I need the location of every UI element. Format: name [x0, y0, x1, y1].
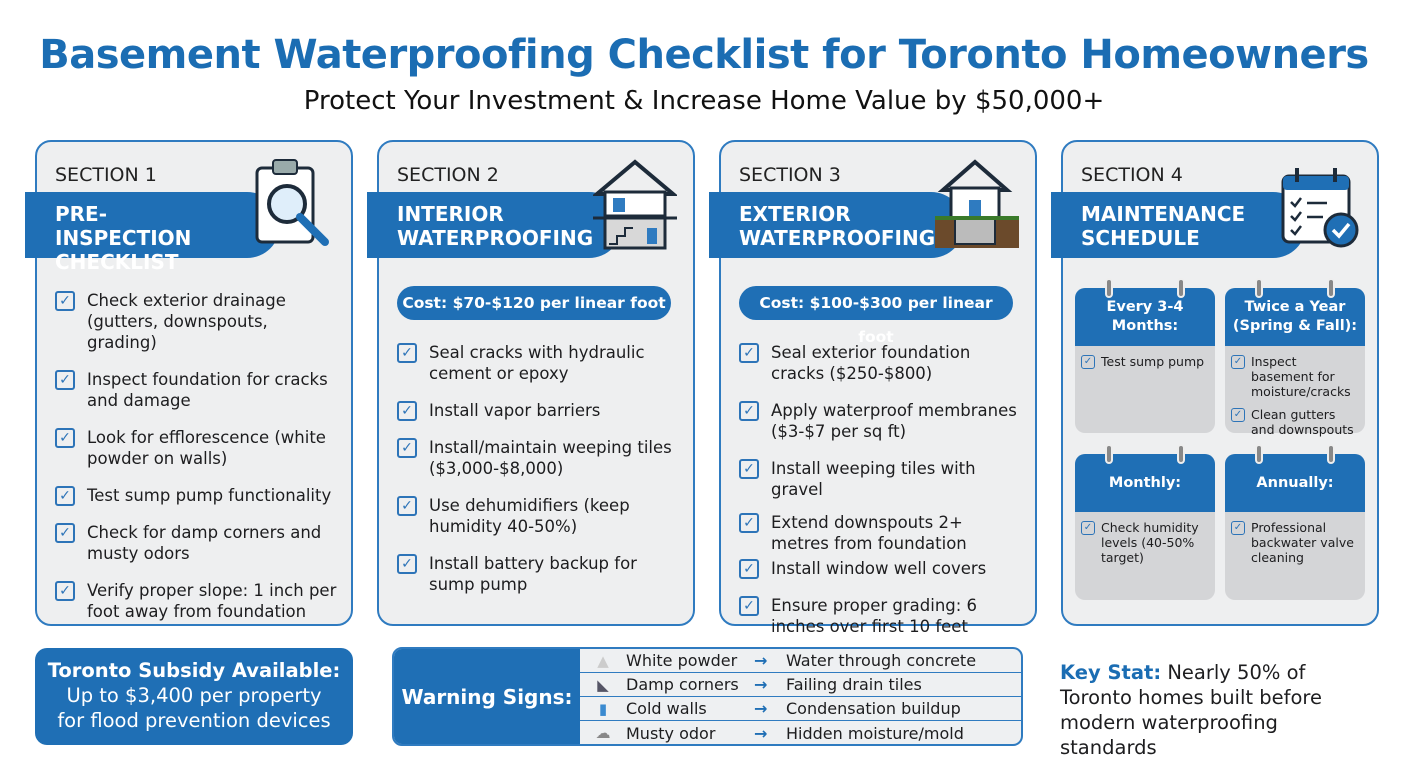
checklist-item: [397, 342, 681, 384]
checklist-item: [1231, 354, 1359, 399]
calendar-ring-icon: [1255, 444, 1263, 464]
cost-badge: Cost: $100-$300 per linear foot: [739, 286, 1013, 320]
checklist-item: [397, 437, 681, 479]
item-text: Check for damp corners and musty odors: [87, 523, 322, 563]
item-text: Check exterior drainage (gutters, downspouts, grading): [87, 291, 286, 352]
key-stat-label: Key Stat:: [1060, 661, 1162, 684]
house-basement-icon: [593, 156, 677, 252]
section-title: MAINTENANCE SCHEDULE: [1051, 192, 1306, 258]
section-label: SECTION 2: [397, 164, 499, 186]
key-stat: [1060, 660, 1380, 760]
calendar-check-icon: [1277, 156, 1361, 252]
checklist-item: [397, 400, 681, 421]
item-text: Extend downspouts 2+ metres from foundation: [771, 513, 967, 553]
item-text: Seal exterior foundation cracks ($250-$800): [771, 343, 971, 383]
checklist-item: [1081, 520, 1209, 565]
checklist-item: [739, 400, 1023, 442]
calendar-ring-icon: [1327, 278, 1335, 298]
item-text: Inspect basement for moisture/cracks: [1251, 354, 1351, 399]
arrow-right-icon: →: [754, 675, 768, 694]
checkbox-icon[interactable]: ✓: [55, 291, 75, 311]
item-text: Inspect foundation for cracks and damage: [87, 370, 328, 410]
checklist-item: [739, 342, 1023, 384]
damp-corner-icon: ◣: [597, 675, 609, 694]
warning-row: [580, 673, 1021, 697]
checklist-item: [1231, 520, 1359, 565]
calendar-heading: Annually:: [1256, 474, 1334, 491]
musty-odor-icon: ☁: [595, 724, 611, 742]
page-title: Basement Waterproofing Checklist for Toronto Homeowners: [39, 32, 1369, 78]
arrow-right-icon: →: [754, 723, 768, 743]
checklist-item: [55, 485, 339, 506]
house-foundation-icon: [935, 156, 1019, 252]
warning-signs-table: [392, 647, 1023, 746]
item-text: Seal cracks with hydraulic cement or epoxy: [429, 343, 645, 383]
calendar-every-3-4-months: [1075, 288, 1215, 433]
checkbox-icon[interactable]: ✓: [739, 343, 759, 363]
item-text: Install weeping tiles with gravel: [771, 459, 976, 499]
item-text: Apply waterproof membranes ($3-$7 per sq ft): [771, 401, 1017, 441]
item-text: Install/maintain weeping tiles ($3,000-$8,000): [429, 438, 672, 478]
checkbox-icon[interactable]: ✓: [1231, 521, 1245, 535]
checkbox-icon[interactable]: ✓: [55, 428, 75, 448]
checklist-item: [1231, 407, 1359, 437]
checkbox-icon[interactable]: ✓: [397, 401, 417, 421]
checkbox-icon[interactable]: ✓: [397, 554, 417, 574]
cost-badge: Cost: $70-$120 per linear foot: [397, 286, 671, 320]
warning-cause: Hidden moisture/mold: [786, 723, 964, 743]
warning-sign: White powder: [626, 651, 738, 670]
checklist-item: [397, 553, 681, 595]
checkbox-icon[interactable]: ✓: [739, 596, 759, 616]
checklist-item: [55, 427, 339, 469]
checklist: [739, 342, 1023, 653]
checkbox-icon[interactable]: ✓: [55, 581, 75, 601]
checkbox-icon[interactable]: ✓: [397, 343, 417, 363]
item-text: Install window well covers: [771, 559, 987, 578]
warning-cause: Condensation buildup: [786, 699, 961, 718]
calendar-annually: [1225, 454, 1365, 600]
calendar-ring-icon: [1327, 444, 1335, 464]
checklist-item: [55, 369, 339, 411]
section-label: SECTION 1: [55, 164, 157, 186]
warning-sign: Cold walls: [626, 699, 707, 718]
key-stat-text: Nearly 50% of Toronto homes built before modern waterproofing standards: [1060, 661, 1322, 759]
checklist-item: [739, 558, 1023, 579]
subsidy-box: [35, 648, 353, 745]
checkbox-icon[interactable]: ✓: [739, 559, 759, 579]
warning-cause: Failing drain tiles: [786, 675, 922, 694]
section-title: EXTERIOR WATERPROOFING: [709, 192, 964, 258]
calendar-ring-icon: [1255, 278, 1263, 298]
checkbox-icon[interactable]: ✓: [739, 459, 759, 479]
arrow-right-icon: →: [754, 699, 768, 718]
section-title: PRE-INSPECTION CHECKLIST: [25, 192, 280, 258]
item-text: Test sump pump: [1101, 354, 1205, 369]
checklist-item: [739, 512, 1023, 554]
checkbox-icon[interactable]: ✓: [739, 401, 759, 421]
calendar-ring-icon: [1177, 278, 1185, 298]
item-text: Professional backwater valve cleaning: [1251, 520, 1354, 565]
item-text: Use dehumidifiers (keep humidity 40-50%): [429, 496, 630, 536]
checkbox-icon[interactable]: ✓: [55, 486, 75, 506]
checkbox-icon[interactable]: ✓: [1081, 355, 1095, 369]
warning-cause: Water through concrete: [786, 651, 977, 670]
item-text: Check humidity levels (40-50% target): [1101, 520, 1199, 565]
section-3-card: [719, 140, 1037, 636]
calendar-ring-icon: [1105, 278, 1113, 298]
checklist-item: [55, 580, 339, 622]
checklist-item: [397, 495, 681, 537]
item-text: Clean gutters and downspouts: [1251, 407, 1354, 437]
white-powder-icon: ▲: [597, 651, 609, 670]
calendar-ring-icon: [1105, 444, 1113, 464]
checklist-item: [55, 290, 339, 353]
item-text: Test sump pump functionality: [87, 486, 332, 505]
item-text: Verify proper slope: 1 inch per foot away from foundation: [87, 581, 337, 621]
warning-sign: Damp corners: [626, 675, 739, 694]
checkbox-icon[interactable]: ✓: [55, 370, 75, 390]
item-text: Install vapor barriers: [429, 401, 601, 420]
subsidy-amount: Up to $3,400 per property: [66, 684, 322, 707]
calendar-heading: Every 3-4 Months:: [1106, 299, 1184, 334]
arrow-right-icon: →: [754, 651, 768, 670]
item-text: Look for efflorescence (white powder on walls): [87, 428, 326, 468]
checklist-item: [739, 595, 1023, 637]
calendar-ring-icon: [1177, 444, 1185, 464]
warning-row: [580, 649, 1021, 673]
checklist-item: [1081, 354, 1209, 369]
clipboard-magnifier-icon: [251, 156, 335, 252]
calendar-heading: Twice a Year (Spring & Fall):: [1232, 299, 1358, 334]
item-text: Install battery backup for sump pump: [429, 554, 637, 594]
checkbox-icon[interactable]: ✓: [397, 438, 417, 458]
item-text: Ensure proper grading: 6 inches over first 10 feet: [771, 596, 978, 636]
checkbox-icon[interactable]: ✓: [55, 523, 75, 543]
subsidy-heading: Toronto Subsidy Available:: [47, 659, 341, 682]
checklist-item: [739, 458, 1023, 500]
cold-wall-icon: ▮: [598, 699, 608, 718]
section-label: SECTION 3: [739, 164, 841, 186]
checkbox-icon[interactable]: ✓: [1231, 408, 1245, 422]
calendar-heading: Monthly:: [1108, 474, 1182, 491]
checklist: [397, 342, 681, 611]
section-label: SECTION 4: [1081, 164, 1183, 186]
checkbox-icon[interactable]: ✓: [1081, 521, 1095, 535]
warning-row: [580, 721, 1021, 745]
section-4-card: [1061, 140, 1379, 626]
calendar-twice-a-year: [1225, 288, 1365, 437]
section-2-card: [377, 140, 695, 626]
subsidy-detail: for flood prevention devices: [57, 709, 331, 732]
calendar-monthly: [1075, 454, 1215, 600]
checklist-item: [55, 522, 339, 564]
checkbox-icon[interactable]: ✓: [397, 496, 417, 516]
checkbox-icon[interactable]: ✓: [1231, 355, 1245, 369]
checklist: [55, 290, 339, 638]
warning-signs-label: Warning Signs:: [394, 649, 580, 744]
warning-row: [580, 697, 1021, 721]
section-1-card: [35, 140, 353, 626]
section-title: INTERIOR WATERPROOFING: [367, 192, 622, 258]
warning-sign: Musty odor: [626, 723, 716, 743]
checkbox-icon[interactable]: ✓: [739, 513, 759, 533]
page-subtitle: Protect Your Investment & Increase Home Value by $50,000+: [303, 86, 1105, 116]
